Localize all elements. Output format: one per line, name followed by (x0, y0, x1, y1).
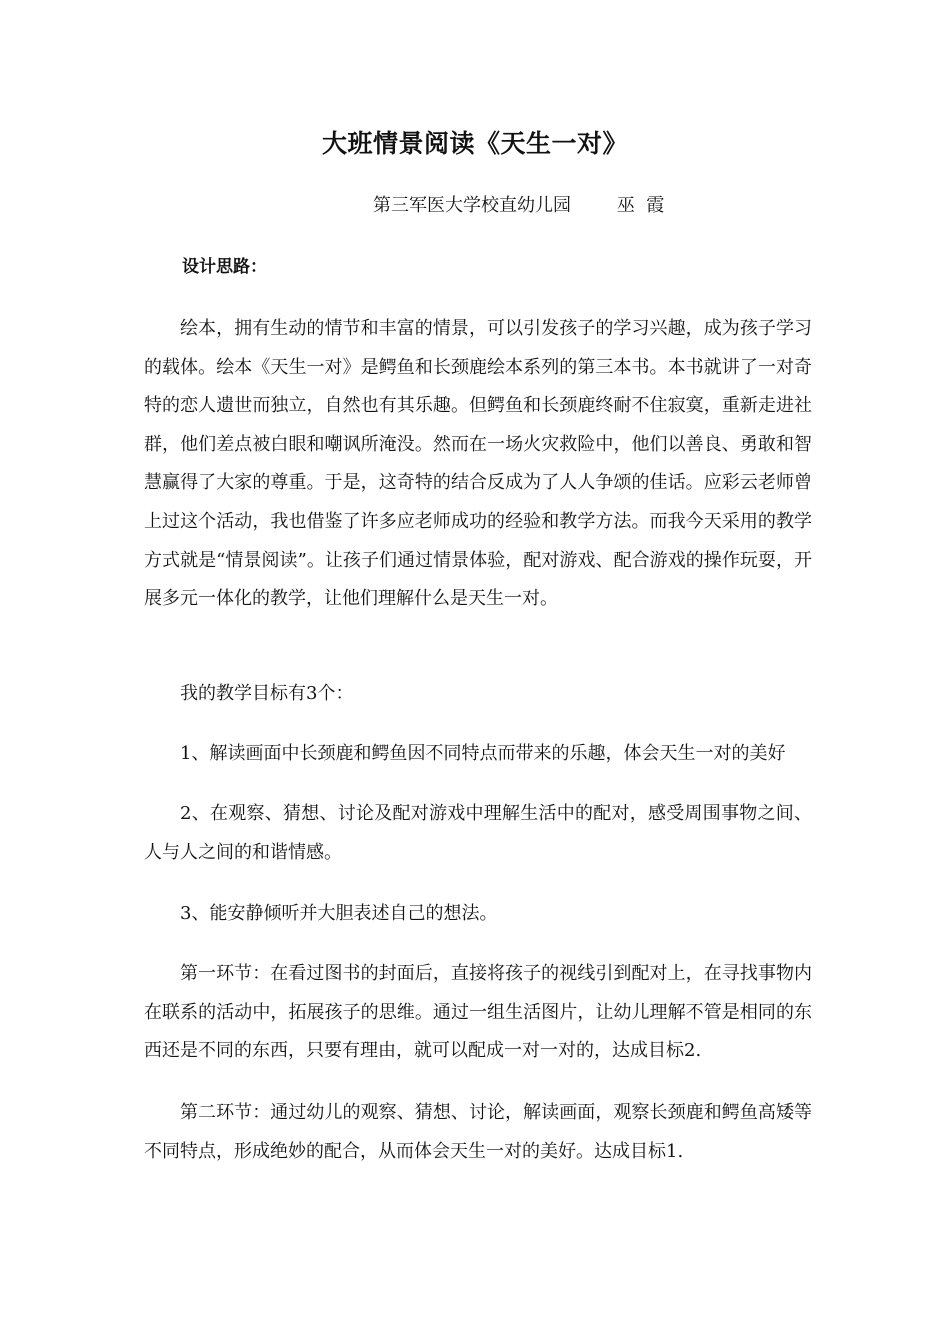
section-heading-design: 设计思路： (182, 257, 267, 277)
paragraph-goal-1: 1、解读画面中长颈鹿和鳄鱼因不同特点而带来的乐趣，体会天生一对的美好 (180, 743, 786, 764)
author-line: 第三军医大学校直幼儿园 巫 霞 (373, 195, 665, 216)
paragraph-goal-3: 3、能安静倾听并大胆表述自己的想法。 (180, 903, 498, 924)
paragraph-stage-2: 第二环节：通过幼儿的观察、猜想、讨论，解读画面，观察长颈鹿和鳄鱼高矮等不同特点，形成绝妙的配合，从而体会天生一对的美好。达成目标1. (144, 1102, 812, 1162)
document-title: 大班情景阅读《天生一对》 (321, 129, 628, 158)
paragraph-design-rationale: 绘本，拥有生动的情节和丰富的情景，可以引发孩子的学习兴趣，成为孩子学习的载体。绘本《天生一对》是鳄鱼和长颈鹿绘本系列的第三本书。本书就讲了一对奇特的恋人遗世而独立，自然也有其乐趣。但鳄鱼和长颈鹿终耐不住寂寞，重新走进社群，他们差点被白眼和嘲讽所淹没。然而在一场火灾救险中，他们以善良、勇敢和智慧赢得了大家的尊重。于是，这奇特的结合反成为了人人争颂的佳话。应彩云老师曾上过这个活动，我也借鉴了许多应老师成功的经验和教学方法。而我今天采用的教学方式就是“情景阅读”。让孩子们通过情景体验，配对游戏、配合游戏的操作玩耍，开展多元一体化的教学，让他们理解什么是天生一对。 (144, 318, 812, 610)
paragraph-goal-2: 2、在观察、猜想、讨论及配对游戏中理解生活中的配对，感受周围事物之间、人与人之间的和谐情感。 (144, 803, 812, 863)
paragraph-stage-1: 第一环节：在看过图书的封面后，直接将孩子的视线引到配对上，在寻找事物内在联系的活动中，拓展孩子的思维。通过一组生活图片，让幼儿理解不管是相同的东西还是不同的东西，只要有理由，就可以配成一对一对的，达成目标2. (144, 963, 812, 1062)
paragraph-goals-intro: 我的教学目标有3个： (180, 683, 354, 704)
